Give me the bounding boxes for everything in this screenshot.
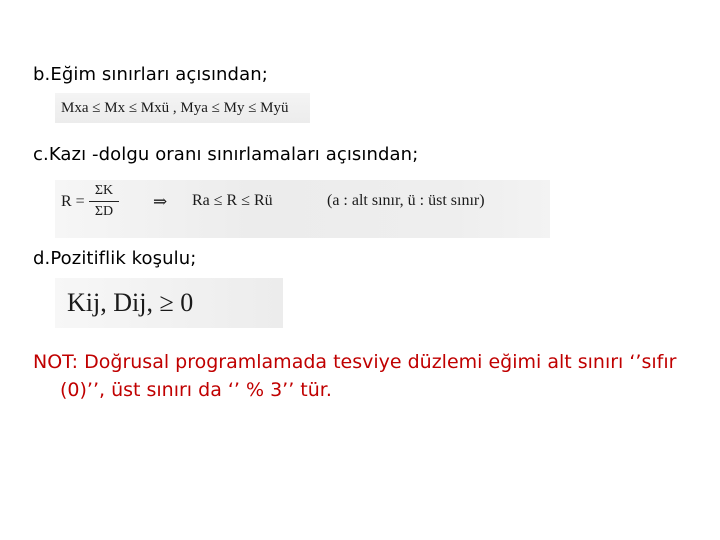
note-paragraph xyxy=(33,348,713,404)
slope-limits-formula: Mxa ≤ Mx ≤ Mxü , Mya ≤ My ≤ Myü xyxy=(55,93,310,123)
note-line-2: (0)’’, üst sınırı da ‘’ % 3’’ tür. xyxy=(60,379,332,401)
ratio-legend: (a : alt sınır, ü : üst sınır) xyxy=(327,192,485,209)
fraction-bar xyxy=(89,201,119,202)
note-line-1: NOT: Doğrusal programlamada tesviye düzlemi eğimi alt sınırı ‘’sıfır xyxy=(33,351,677,373)
positivity-formula: Kij, Dij, ≥ 0 xyxy=(55,278,283,328)
ratio-fraction xyxy=(89,182,119,221)
implies-arrow-icon: ⇒ xyxy=(153,192,168,211)
section-c-heading: c.Kazı -dolgu oranı sınırlamaları açısından; xyxy=(33,144,419,165)
cut-fill-ratio-formula xyxy=(55,180,550,238)
section-b-heading: b.Eğim sınırları açısından; xyxy=(33,64,268,85)
section-d-heading: d.Pozitiflik koşulu; xyxy=(33,248,197,269)
fraction-numerator: ΣK xyxy=(94,183,114,198)
fraction-denominator: ΣD xyxy=(94,204,114,219)
ratio-lhs: R = xyxy=(61,193,85,210)
ratio-inequality: Ra ≤ R ≤ Rü xyxy=(192,192,273,209)
